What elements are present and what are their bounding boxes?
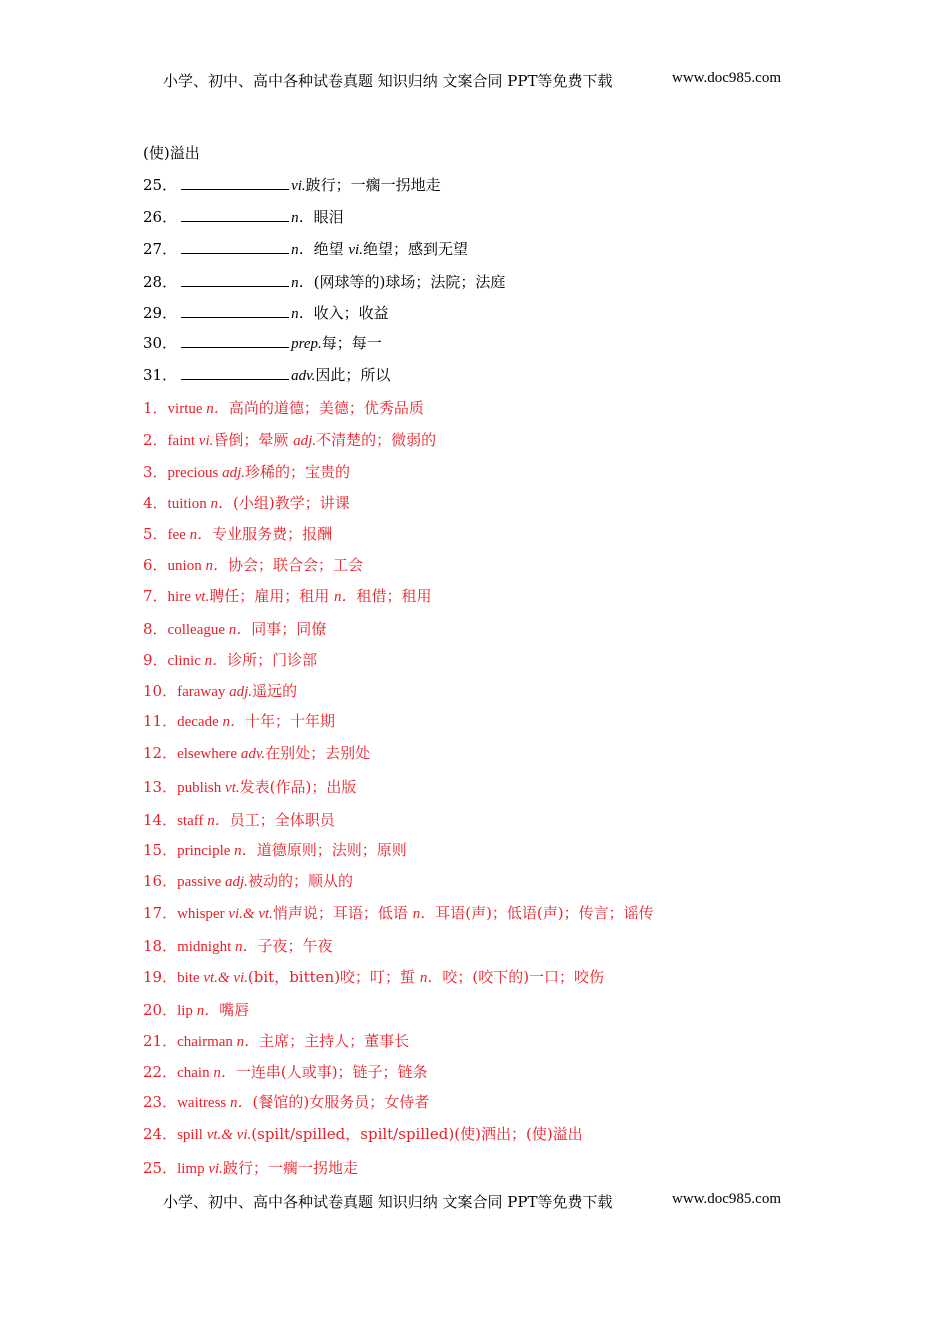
question-number: 28．	[143, 273, 178, 291]
answer-word: publish	[177, 780, 226, 796]
part-of-speech: n．	[291, 306, 314, 322]
part-of-speech: prep.	[291, 336, 322, 352]
part-of-speech: n．	[234, 843, 257, 859]
definition: 收入；收益	[313, 304, 389, 322]
answer-item	[143, 871, 353, 892]
definition-2: 咬；(咬下的)一口；咬伤	[442, 968, 605, 986]
definition: 一连串(人或事)；链子；链条	[235, 1063, 428, 1081]
answer-word: fee	[167, 527, 190, 543]
definition: 员工；全体职员	[229, 811, 335, 829]
answer-number: 24．	[143, 1125, 178, 1143]
answer-blank	[181, 239, 289, 254]
answer-word: colleague	[167, 622, 229, 638]
answer-item	[143, 1031, 409, 1052]
blank-question	[143, 207, 344, 228]
definition: 悄声说；耳语；低语	[272, 904, 413, 922]
answer-number: 9．	[143, 651, 168, 669]
answer-item	[143, 903, 654, 924]
part-of-speech-2: vi.	[348, 242, 363, 258]
definition: 在别处；去别处	[265, 744, 371, 762]
part-of-speech: n．	[236, 1034, 260, 1050]
header-text: 小学、初中、高中各种试卷真题 知识归纳 文案合同 PPT等免费下载	[163, 72, 613, 90]
answer-number: 5．	[143, 525, 168, 543]
answer-item	[143, 967, 604, 988]
part-of-speech: adj.	[229, 684, 253, 700]
answer-blank	[181, 207, 289, 222]
blank-question	[143, 303, 389, 324]
part-of-speech: n．	[228, 622, 252, 638]
answer-item	[143, 493, 350, 514]
answer-word: waitress	[177, 1095, 230, 1111]
answer-word: limp	[177, 1161, 209, 1177]
definition: 聘任；雇用；租用	[209, 587, 334, 605]
part-of-speech: adj.	[225, 874, 248, 890]
answer-word: precious	[167, 465, 223, 481]
answer-number: 17．	[143, 904, 178, 922]
definition: 子夜；午夜	[257, 937, 333, 955]
answer-item	[143, 398, 424, 419]
answer-item	[143, 1124, 583, 1145]
answer-number: 25．	[143, 1159, 178, 1177]
answer-item	[143, 840, 407, 861]
answer-word: decade	[177, 714, 223, 730]
answer-number: 3．	[143, 463, 168, 481]
part-of-speech: vi.& vt.	[228, 906, 273, 922]
answer-word: union	[167, 558, 206, 574]
answer-word: bite	[177, 970, 204, 986]
header-url: www.doc985.com	[672, 70, 782, 86]
definition: 同事；同僚	[251, 620, 327, 638]
part-of-speech: vt.	[194, 589, 210, 605]
answer-word: clinic	[167, 653, 205, 669]
answer-blank	[181, 175, 289, 190]
answer-word: staff	[177, 813, 208, 829]
answer-word: midnight	[177, 939, 236, 955]
question-number: 29．	[143, 304, 178, 322]
answer-number: 18．	[143, 937, 178, 955]
answer-item	[143, 555, 363, 576]
definition: 诊所；门诊部	[227, 651, 318, 669]
part-of-speech: n．	[235, 939, 258, 955]
answer-word: hire	[167, 589, 195, 605]
blank-question	[143, 272, 505, 293]
part-of-speech: n．	[207, 813, 230, 829]
answer-word: virtue	[167, 401, 207, 417]
answer-number: 23．	[143, 1093, 178, 1111]
answer-number: 7．	[143, 587, 168, 605]
part-of-speech: n．	[291, 275, 314, 291]
answer-item	[143, 743, 370, 764]
answer-item	[143, 1092, 429, 1113]
answer-blank	[181, 365, 289, 380]
answer-item	[143, 711, 335, 732]
answer-item	[143, 810, 335, 831]
definition: 发表(作品)；出版	[239, 778, 357, 796]
definition: 遥远的	[252, 682, 298, 700]
definition: 道德原则；法则；原则	[256, 841, 407, 859]
answer-number: 16．	[143, 872, 178, 890]
definition: 眼泪	[313, 208, 344, 226]
definition: 跛行；一瘸一拐地走	[305, 176, 441, 194]
answer-number: 14．	[143, 811, 178, 829]
part-of-speech: vi.	[208, 1161, 223, 1177]
answer-number: 20．	[143, 1001, 178, 1019]
answer-item	[143, 777, 356, 798]
part-of-speech: vt.& vi.	[206, 1127, 252, 1143]
answer-item	[143, 1158, 358, 1179]
part-of-speech: adv.	[291, 368, 316, 384]
blank-question	[143, 175, 441, 196]
definition: 被动的；顺从的	[247, 872, 353, 890]
question-number: 26．	[143, 208, 178, 226]
blank-question	[143, 333, 382, 354]
part-of-speech: vi.	[291, 178, 306, 194]
definition-2: 绝望；感到无望	[362, 240, 468, 258]
part-of-speech-2: n．	[412, 906, 436, 922]
answer-word: faraway	[177, 684, 230, 700]
definition: 因此；所以	[315, 366, 391, 384]
answer-word: lip	[177, 1003, 197, 1019]
answer-blank	[181, 303, 289, 318]
definition: 专业服务费；报酬	[212, 525, 333, 543]
part-of-speech: n．	[210, 496, 233, 512]
answer-item	[143, 524, 332, 545]
definition-2: 不清楚的；微弱的	[316, 431, 437, 449]
question-number: 31．	[143, 366, 178, 384]
definition: 主席；主持人；董事长	[259, 1032, 410, 1050]
definition: 每；每一	[321, 334, 382, 352]
answer-number: 13．	[143, 778, 178, 796]
part-of-speech: n．	[230, 1095, 253, 1111]
question-number: 30．	[143, 334, 178, 352]
answer-number: 1．	[143, 399, 168, 417]
part-of-speech: n．	[189, 527, 213, 543]
answer-item	[143, 936, 333, 957]
answer-item	[143, 1062, 428, 1083]
definition: 十年；十年期	[245, 712, 336, 730]
answer-number: 22．	[143, 1063, 178, 1081]
definition: 高尚的道德；美德；优秀品质	[228, 399, 424, 417]
answer-blank	[181, 272, 289, 287]
definition-2: 租借；租用	[356, 587, 432, 605]
answer-item	[143, 462, 350, 483]
part-of-speech: n．	[222, 714, 245, 730]
definition: (餐馆的)女服务员；女侍者	[252, 1093, 430, 1111]
definition-2: 耳语(声)；低语(声)；传言；谣传	[435, 904, 654, 922]
definition: (网球等的)球场；法院；法庭	[313, 273, 506, 291]
carry-over-line: (使)溢出	[143, 144, 200, 162]
answer-number: 12．	[143, 744, 178, 762]
answer-word: spill	[177, 1127, 207, 1143]
answer-word: chairman	[177, 1034, 237, 1050]
definition: (bit，bitten)咬；叮；蜇	[247, 968, 420, 986]
footer-text: 小学、初中、高中各种试卷真题 知识归纳 文案合同 PPT等免费下载	[163, 1193, 613, 1211]
part-of-speech-2: n．	[419, 970, 443, 986]
part-of-speech-2: n．	[333, 589, 357, 605]
part-of-speech: n．	[291, 242, 314, 258]
answer-item	[143, 586, 432, 607]
answer-word: faint	[167, 433, 199, 449]
part-of-speech: n．	[213, 1065, 236, 1081]
answer-word: elsewhere	[177, 746, 241, 762]
part-of-speech: adv.	[240, 746, 266, 762]
part-of-speech-2: adj.	[293, 433, 317, 449]
answer-number: 19．	[143, 968, 178, 986]
answer-number: 15．	[143, 841, 178, 859]
part-of-speech: n．	[291, 210, 314, 226]
answer-word: passive	[177, 874, 226, 890]
definition: 珍稀的；宝贵的	[245, 463, 351, 481]
answer-word: chain	[177, 1065, 214, 1081]
answer-item	[143, 619, 326, 640]
answer-number: 4．	[143, 494, 168, 512]
question-number: 27．	[143, 240, 178, 258]
answer-item	[143, 430, 436, 451]
definition: 跛行；一瘸一拐地走	[222, 1159, 358, 1177]
answer-word: whisper	[177, 906, 229, 922]
part-of-speech: n．	[204, 653, 228, 669]
definition: (spilt/spilled，spilt/spilled)(使)洒出；(使)溢出	[251, 1125, 583, 1143]
definition: 嘴唇	[219, 1001, 250, 1019]
answer-blank	[181, 333, 289, 348]
part-of-speech: n．	[196, 1003, 220, 1019]
answer-word: principle	[177, 843, 235, 859]
answer-number: 11．	[143, 712, 178, 730]
definition: (小组)教学；讲课	[232, 494, 350, 512]
answer-item	[143, 650, 317, 671]
part-of-speech: vt.& vi.	[203, 970, 248, 986]
definition: 绝望	[313, 240, 349, 258]
answer-number: 8．	[143, 620, 168, 638]
blank-question	[143, 365, 390, 386]
definition: 协会；联合会；工会	[227, 556, 363, 574]
blank-question	[143, 239, 468, 260]
part-of-speech: vt.	[225, 780, 240, 796]
answer-number: 10．	[143, 682, 178, 700]
part-of-speech: vi.	[198, 433, 214, 449]
answer-number: 2．	[143, 431, 168, 449]
answer-number: 21．	[143, 1032, 178, 1050]
question-number: 25．	[143, 176, 178, 194]
answer-item	[143, 681, 297, 702]
part-of-speech: n．	[206, 401, 229, 417]
footer-url: www.doc985.com	[672, 1191, 782, 1207]
answer-number: 6．	[143, 556, 168, 574]
part-of-speech: adj.	[222, 465, 246, 481]
answer-word: tuition	[167, 496, 211, 512]
definition: 昏倒；晕厥	[213, 431, 294, 449]
answer-item	[143, 1000, 249, 1021]
part-of-speech: n．	[205, 558, 228, 574]
